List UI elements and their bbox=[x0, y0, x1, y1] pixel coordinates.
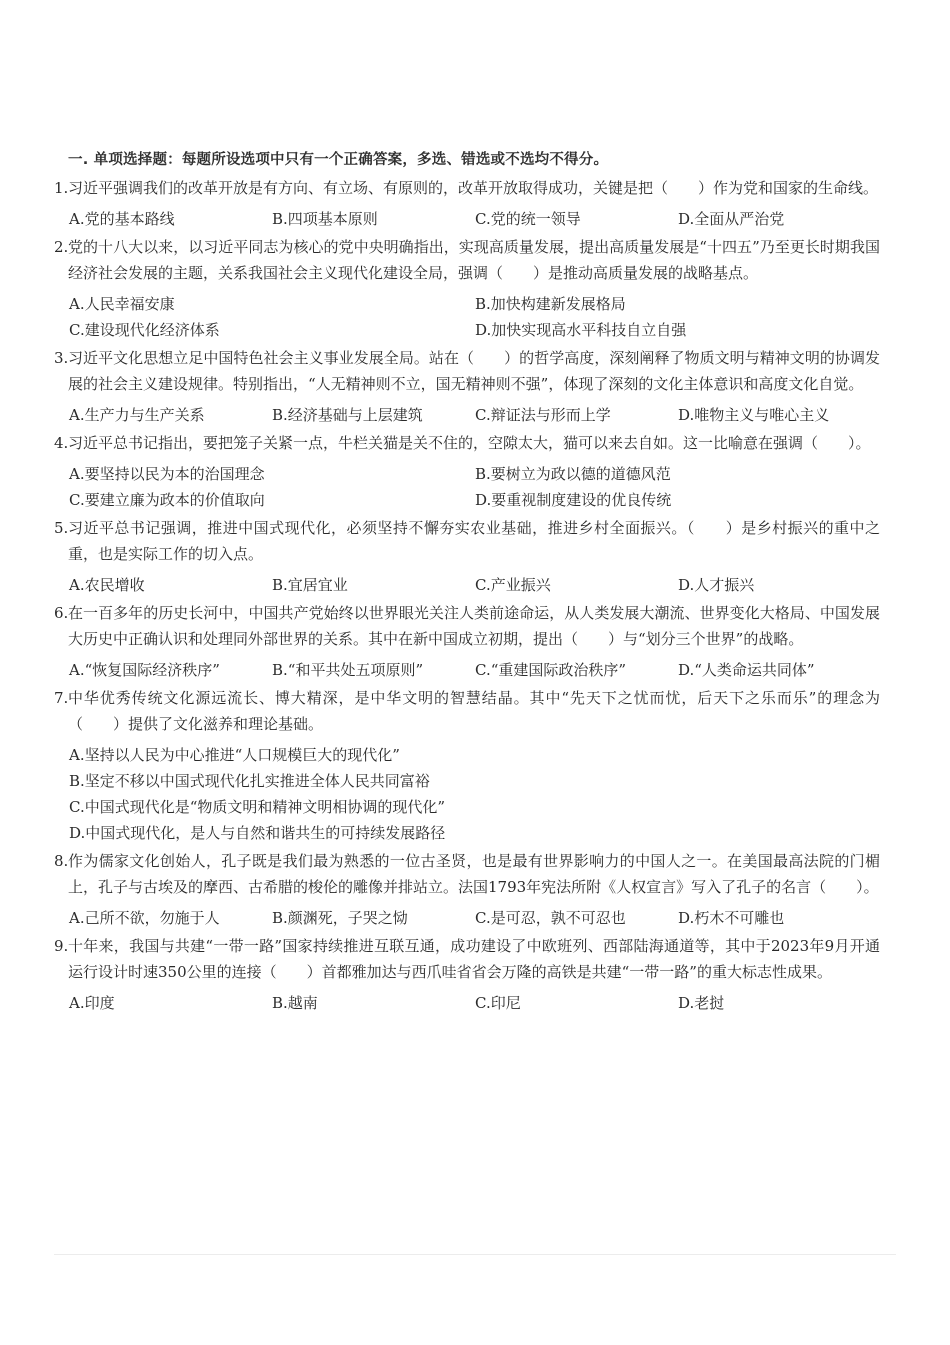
question-2 bbox=[54, 234, 880, 343]
question-stem: 习近平总书记强调，推进中国式现代化，必须坚持不懈夯实农业基础，推进乡村全面振兴。（ ）是乡村振兴的重中之重，也是实际工作的切入点。 bbox=[68, 519, 880, 563]
question-3 bbox=[54, 345, 880, 428]
option-a: A.坚持以人民为中心推进“人口规模巨大的现代化” bbox=[69, 746, 400, 764]
option-d: D.全面从严治党 bbox=[678, 210, 785, 228]
option-b: B.四项基本原则 bbox=[272, 210, 378, 228]
question-6 bbox=[54, 600, 880, 683]
option-c: C.印尼 bbox=[475, 994, 521, 1012]
option-a: A.要坚持以民为本的治国理念 bbox=[69, 465, 265, 483]
question-number: 1. bbox=[54, 179, 69, 197]
section-title: 一. 单项选择题：每题所设选项中只有一个正确答案，多选、错选或不选均不得分。 bbox=[68, 152, 609, 168]
option-b: B.宜居宜业 bbox=[272, 576, 348, 594]
question-stem: 中华优秀传统文化源远流长、博大精深，是中华文明的智慧结晶。其中“先天下之忧而忧，后天下之乐而乐”的理念为（ ）提供了文化滋养和理论基础。 bbox=[68, 689, 880, 733]
option-c: C.辩证法与形而上学 bbox=[475, 406, 611, 424]
question-stem: 习近平总书记指出，要把笼子关紧一点，牛栏关猫是关不住的，空隙太大，猫可以来去自如。这一比喻意在强调（ ）。 bbox=[68, 434, 871, 452]
question-stem: 习近平强调我们的改革开放是有方向、有立场、有原则的，改革开放取得成功，关键是把（ ）作为党和国家的生命线。 bbox=[68, 179, 879, 197]
option-b: B.要树立为政以德的道德风范 bbox=[475, 465, 671, 483]
option-b: B.越南 bbox=[272, 994, 318, 1012]
option-d: D.要重视制度建设的优良传统 bbox=[475, 491, 672, 509]
option-d: D.老挝 bbox=[678, 994, 725, 1012]
page-divider bbox=[54, 1254, 896, 1255]
option-a: A.印度 bbox=[69, 994, 115, 1012]
question-stem: 在一百多年的历史长河中，中国共产党始终以世界眼光关注人类前途命运，从人类发展大潮流、世界变化大格局、中国发展大历史中正确认识和处理同外部世界的关系。其中在新中国成立初期，提出（ ）与“划分三个世界”的战略。 bbox=[68, 604, 880, 648]
option-c: C.建设现代化经济体系 bbox=[69, 321, 220, 339]
options bbox=[69, 657, 880, 683]
question-number: 4. bbox=[54, 434, 69, 452]
option-a: A.生产力与生产关系 bbox=[69, 406, 205, 424]
question-5 bbox=[54, 515, 880, 598]
option-b: B.加快构建新发展格局 bbox=[475, 295, 626, 313]
question-7 bbox=[54, 685, 880, 846]
option-d: D.“人类命运共同体” bbox=[678, 661, 815, 679]
option-b: B.坚定不移以中国式现代化扎实推进全体人民共同富裕 bbox=[69, 772, 430, 790]
option-b: B.经济基础与上层建筑 bbox=[272, 406, 423, 424]
option-c: C.是可忍，孰不可忍也 bbox=[475, 909, 626, 927]
options bbox=[69, 742, 880, 846]
option-c: C.党的统一领导 bbox=[475, 210, 581, 228]
question-number: 2. bbox=[54, 238, 69, 256]
option-a: A.“恢复国际经济秩序” bbox=[69, 661, 220, 679]
option-b: B.“和平共处五项原则” bbox=[272, 661, 424, 679]
question-number: 5. bbox=[54, 519, 69, 537]
option-b: B.颜渊死，子哭之恸 bbox=[272, 909, 408, 927]
option-c: C.要建立廉为政本的价值取向 bbox=[69, 491, 265, 509]
options bbox=[69, 461, 880, 513]
option-d: D.唯物主义与唯心主义 bbox=[678, 406, 830, 424]
options bbox=[69, 402, 880, 428]
options bbox=[69, 905, 880, 931]
question-stem: 作为儒家文化创始人，孔子既是我们最为熟悉的一位古圣贤，也是最有世界影响力的中国人之一。在美国最高法院的门楣上，孔子与古埃及的摩西、古希腊的梭伦的雕像并排站立。法国1793年宪法所附《人权宣言》写入了孔子的名言（ ）。 bbox=[68, 852, 880, 896]
option-a: A.农民增收 bbox=[69, 576, 145, 594]
question-1 bbox=[54, 175, 880, 232]
option-d: D.朽木不可雕也 bbox=[678, 909, 785, 927]
question-stem: 十年来，我国与共建“一带一路”国家持续推进互联互通，成功建设了中欧班列、西部陆海通道等，其中于2023年9月开通运行设计时速350公里的连接（ ）首都雅加达与西爪哇省省会万隆的高铁是共建“一带一路”的重大标志性成果。 bbox=[68, 937, 880, 981]
question-number: 6. bbox=[54, 604, 69, 622]
options bbox=[69, 206, 880, 232]
option-a: A.党的基本路线 bbox=[69, 210, 175, 228]
option-c: C.“重建国际政治秩序” bbox=[475, 661, 627, 679]
question-stem: 习近平文化思想立足中国特色社会主义事业发展全局。站在（ ）的哲学高度，深刻阐释了物质文明与精神文明的协调发展的社会主义建设规律。特别指出，“人无精神则不立，国无精神则不强”，体现了深刻的文化主体意识和高度文化自觉。 bbox=[68, 349, 880, 393]
question-number: 7. bbox=[54, 689, 69, 707]
option-d: D.人才振兴 bbox=[678, 576, 755, 594]
options bbox=[69, 990, 880, 1016]
option-d: D.中国式现代化，是人与自然和谐共生的可持续发展路径 bbox=[69, 824, 446, 842]
question-number: 3. bbox=[54, 349, 69, 367]
question-number: 8. bbox=[54, 852, 69, 870]
question-4 bbox=[54, 430, 880, 513]
option-a: A.人民幸福安康 bbox=[69, 295, 175, 313]
options bbox=[69, 572, 880, 598]
question-number: 9. bbox=[54, 937, 69, 955]
option-c: C.产业振兴 bbox=[475, 576, 551, 594]
option-c: C.中国式现代化是“物质文明和精神文明相协调的现代化” bbox=[69, 798, 446, 816]
options bbox=[69, 291, 880, 343]
option-a: A.己所不欲，勿施于人 bbox=[69, 909, 220, 927]
question-9 bbox=[54, 933, 880, 1016]
option-d: D.加快实现高水平科技自立自强 bbox=[475, 321, 687, 339]
question-stem: 党的十八大以来，以习近平同志为核心的党中央明确指出，实现高质量发展，提出高质量发展是“十四五”乃至更长时期我国经济社会发展的主题，关系我国社会主义现代化建设全局，强调（ ）是推动高质量发展的战略基点。 bbox=[68, 238, 880, 282]
question-8 bbox=[54, 848, 880, 931]
exam-page bbox=[54, 148, 880, 1018]
